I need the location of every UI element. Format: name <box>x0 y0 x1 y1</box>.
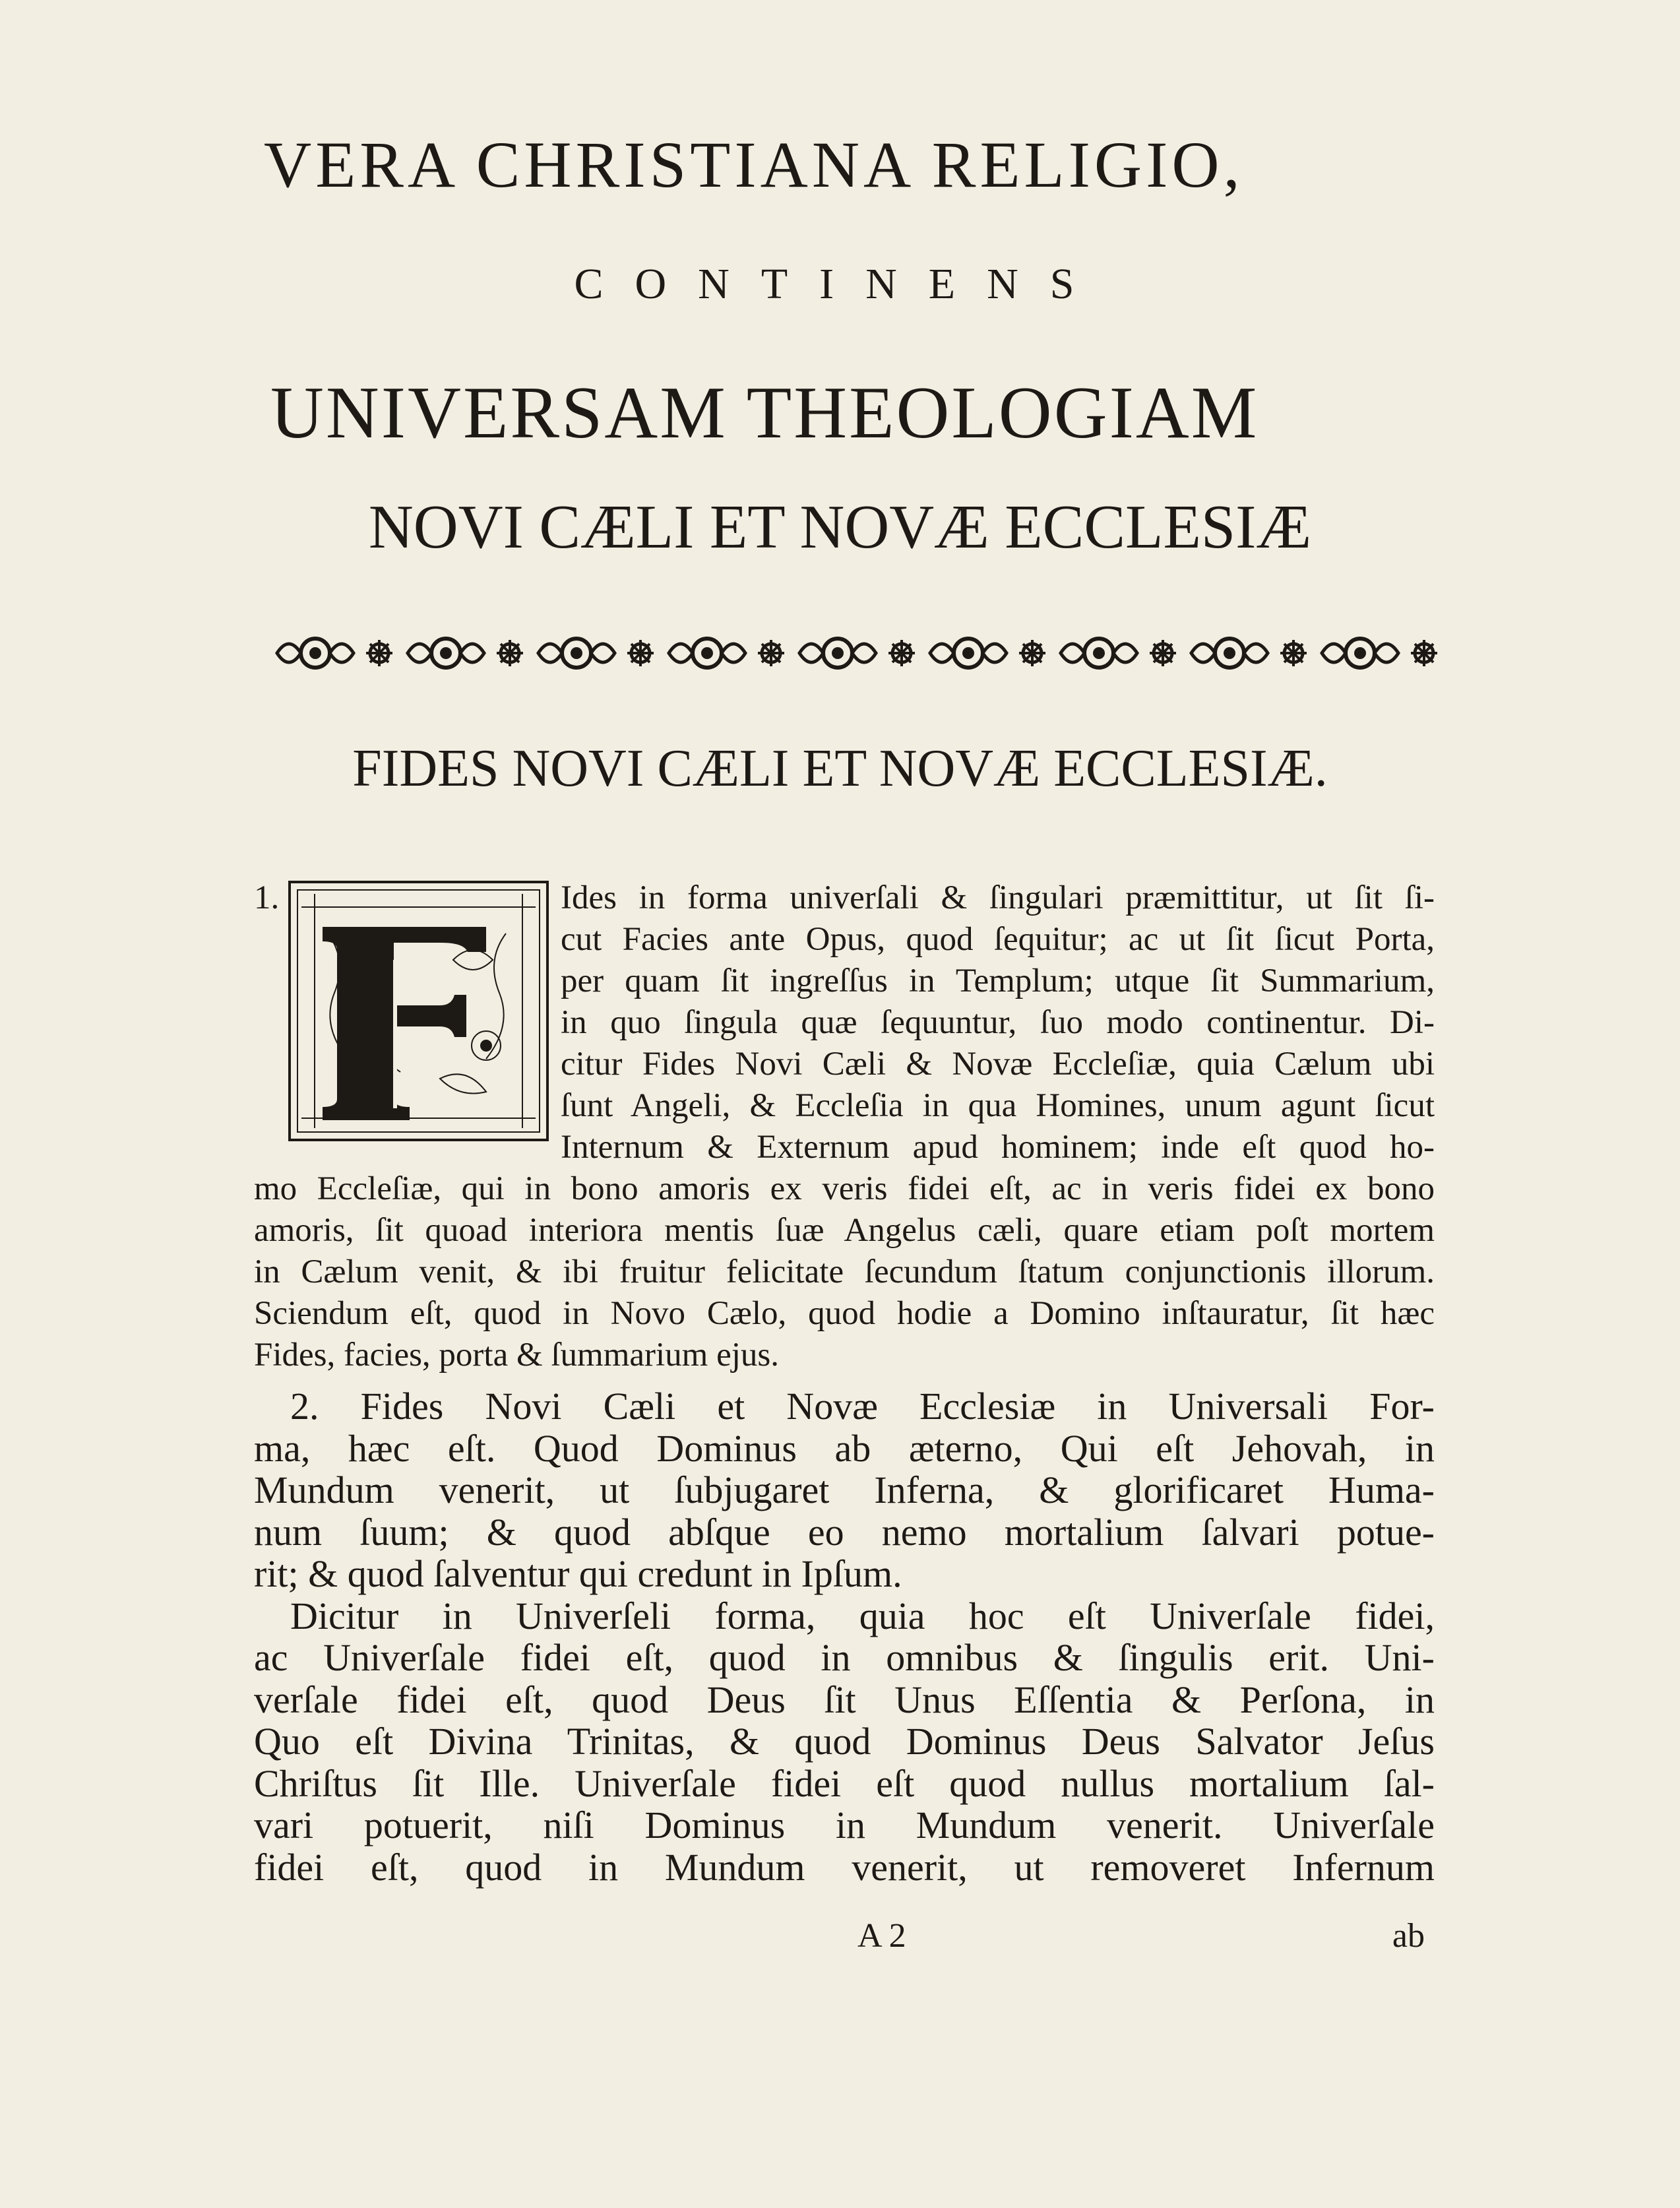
paragraph-2-lines <box>254 1385 1435 1595</box>
section-heading: FIDES NOVI CÆLI ET NOVÆ ECCLESIÆ. <box>352 740 1328 798</box>
ornament-unit <box>1191 639 1307 668</box>
title-line-1: VERA CHRISTIANA RELIGIO, <box>264 128 1244 201</box>
ornament-unit <box>408 639 523 668</box>
ornamental-rule <box>264 627 1451 679</box>
text-line: in Cælum venit, & ibi fruitur felicitate ſecundum ſtatum conjunctionis illorum. <box>254 1253 1435 1290</box>
title-line-3: UNIVERSAM THEOLOGIAM <box>270 372 1259 454</box>
decorated-initial <box>288 881 549 1141</box>
text-line: Fides, facies, porta & ſummarium ejus. <box>254 1337 780 1373</box>
text-line: vari potuerit, niſi Dominus in Mundum venerit. Univerſale <box>254 1804 1435 1846</box>
text-line: per quam ſit ingreſſus in Templum; utque ſit Summarium, <box>561 962 1435 999</box>
paragraph-1-full-width <box>254 1168 1435 1376</box>
ornament-unit <box>538 639 654 668</box>
ornament-unit <box>930 639 1045 668</box>
ornament-unit <box>277 639 392 668</box>
text-line: Sciendum eſt, quod in Novo Cælo, quod hodie a Domino inſtauratur, ſit hæc <box>254 1295 1435 1332</box>
ornament-unit <box>1061 639 1176 668</box>
page-footer <box>254 1916 1435 1963</box>
text-line: rit; & quod ſalventur qui credunt in Ipſum. <box>254 1552 902 1595</box>
text-line: num ſuum; & quod abſque eo nemo mortalium ſalvari potue- <box>254 1510 1435 1554</box>
ornament-unit <box>1322 639 1437 668</box>
text-line: cut Facies ante Opus, quod ſequitur; ac ut ſit ſicut Porta, <box>561 921 1435 958</box>
catchword: ab <box>1392 1917 1425 1955</box>
text-line: 2. Fides Novi Cæli et Novæ Ecclesiæ in Universali For- <box>290 1385 1435 1428</box>
paragraph-1-beside-initial <box>561 877 1435 1168</box>
text-line: verſale fidei eſt, quod Deus ſit Unus Eſſentia & Perſona, in <box>254 1678 1435 1721</box>
ornament-unit <box>799 639 915 668</box>
ornament-unit <box>669 639 784 668</box>
paragraph-3-lines <box>254 1595 1435 1889</box>
signature-mark: A 2 <box>857 1917 906 1955</box>
title-line-2: CONTINENS <box>574 260 1106 308</box>
paragraph-2 <box>254 1385 1435 1888</box>
text-line: Dicitur in Univerſeli forma, quia hoc eſt Univerſale fidei, <box>290 1594 1435 1637</box>
text-line: Ides in forma univerſali & ſingulari præmittitur, ut ſit ſi- <box>561 879 1435 916</box>
text-line: amoris, ſit quoad interiora mentis ſuæ Angelus cæli, quare etiam poſt mortem <box>254 1212 1435 1249</box>
text-line: ac Univerſale fidei eſt, quod in omnibus & ſingulis erit. Uni- <box>254 1636 1435 1679</box>
text-line: Quo eſt Divina Trinitas, & quod Dominus Deus Salvator Jeſus <box>254 1720 1435 1763</box>
title-line-4: NOVI CÆLI ET NOVÆ ECCLESIÆ <box>368 493 1312 561</box>
text-line: Chriſtus ſit Ille. Univerſale fidei eſt quod nullus mortalium ſal- <box>254 1761 1435 1805</box>
text-line: ſunt Angeli, & Eccleſia in qua Homines, unum agunt ſicut <box>561 1087 1435 1124</box>
text-line: in quo ſingula quæ ſequuntur, ſuo modo continentur. Di- <box>561 1004 1435 1041</box>
text-line: Mundum venerit, ut ſubjugaret Inferna, & glorificaret Huma- <box>254 1468 1435 1511</box>
text-line: mo Eccleſiæ, qui in bono amoris ex veris fidei eſt, ac in veris fidei ex bono <box>254 1170 1435 1207</box>
paragraph-number: 1. <box>254 879 280 916</box>
text-line: fidei eſt, quod in Mundum venerit, ut removeret Infernum <box>254 1845 1435 1889</box>
text-line: citur Fides Novi Cæli & Novæ Eccleſiæ, quia Cælum ubi <box>561 1046 1435 1083</box>
text-line: Internum & Externum apud hominem; inde eſt quod ho- <box>561 1129 1435 1166</box>
text-line: ma, hæc eſt. Quod Dominus ab æterno, Qui eſt Jehovah, in <box>254 1426 1435 1470</box>
